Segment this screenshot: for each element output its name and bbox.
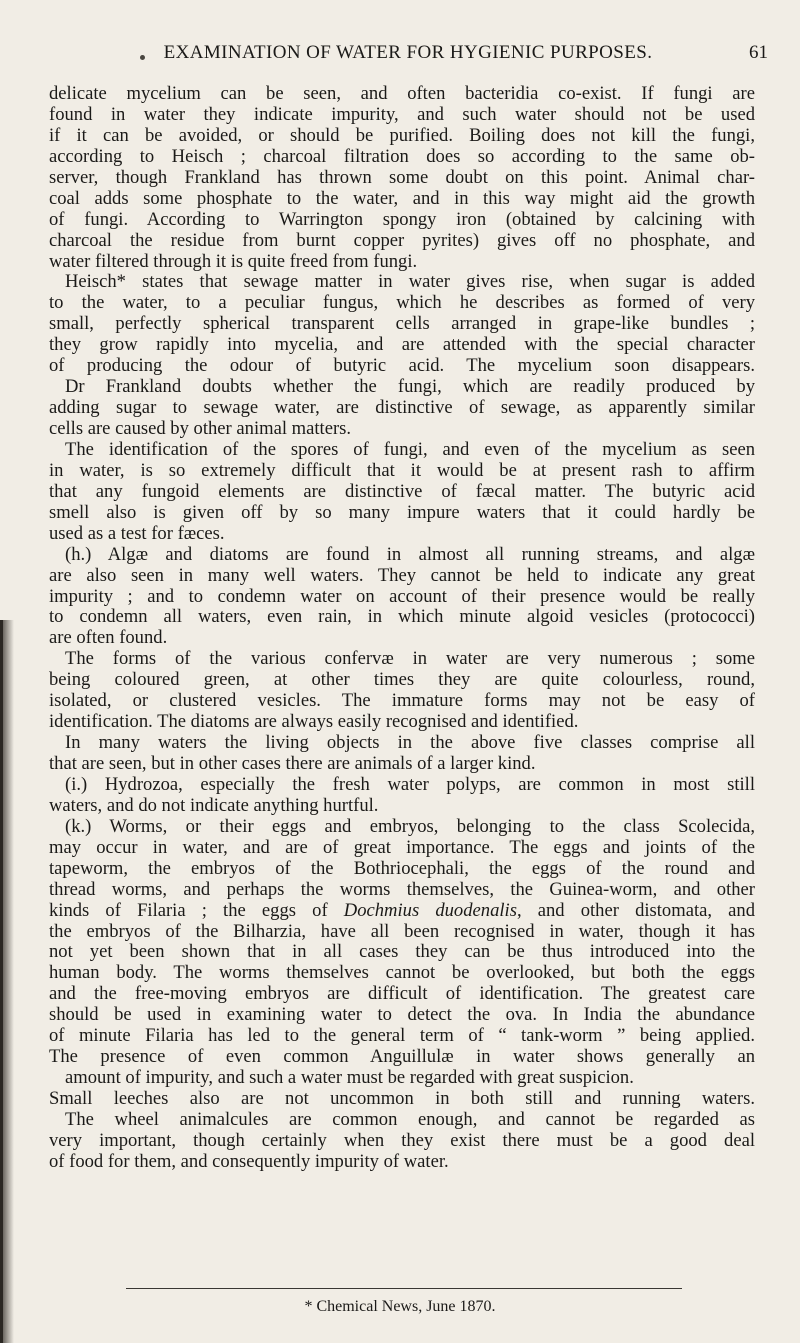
- text-line: are often found.: [49, 627, 168, 649]
- text-line: Small leeches also are not uncommon in both still and running waters.: [49, 1088, 755, 1109]
- binding-edge: [0, 620, 3, 1343]
- footnote-rule: [126, 1288, 682, 1289]
- text-line: In many waters the living objects in the above five classes comprise all: [65, 732, 755, 754]
- text-line: very important, though certainly when they exist there must be a good deal: [49, 1129, 755, 1151]
- text-line: smell also is given off by so many impure waters that it could hardly be: [49, 501, 755, 523]
- text-line: (k.) Worms, or their eggs and embryos, belonging to the class Scolecida,: [65, 815, 755, 837]
- text-line: and the free-moving embryos are difficult of identification. The greatest care: [49, 983, 755, 1005]
- text-line: tapeworm, the embryos of the Bothriocephali, the eggs of the round and: [49, 857, 755, 879]
- text-line: water filtered through it is quite freed from fungi.: [49, 250, 418, 272]
- text-line: (h.) Algæ and diatoms are found in almost all running streams, and algæ: [65, 543, 755, 565]
- page-number: 61: [749, 42, 768, 63]
- text-line: cells are caused by other animal matters.: [49, 418, 352, 439]
- text-line: The identification of the spores of fungi, and even of the mycelium as seen: [65, 438, 755, 460]
- text-line: small, perfectly spherical transparent cells arranged in grape-like bundles ;: [49, 313, 755, 335]
- text-line: of food for them, and consequently impurity of water.: [49, 1150, 449, 1172]
- text-line: identification. The diatoms are always easily recognised and identified.: [49, 711, 579, 733]
- text-line: kinds of Filaria ; the eggs of Dochmius duodenalis, and other distomata, and: [49, 899, 756, 921]
- text-line: used as a test for fæces.: [49, 522, 225, 544]
- text-line: thread worms, and perhaps the worms themselves, the Guinea-worm, and other: [49, 878, 755, 900]
- text-line: should be used in examining water to detect the ova. In India the abundance: [49, 1004, 755, 1026]
- text-line: if it can be avoided, or should be purified. Boiling does not kill the fungi,: [49, 124, 755, 146]
- text-line: The wheel animalcules are common enough, and cannot be regarded as: [65, 1108, 755, 1130]
- text-line: according to Heisch ; charcoal filtration does so according to the same ob-: [49, 145, 755, 167]
- footnote: * Chemical News, June 1870.: [304, 1298, 496, 1315]
- text-line: amount of impurity, and such a water must be regarded with great suspicion.: [65, 1067, 634, 1089]
- text-line: in water, is so extremely difficult that it would be at present rash to affirm: [49, 459, 755, 481]
- text-line: coal adds some phosphate to the water, and in this way might aid the growth: [49, 187, 755, 209]
- text-line: charcoal the residue from burnt copper pyrites) gives off no phosphate, and: [49, 229, 755, 251]
- text-line: waters, and do not indicate anything hurtful.: [49, 794, 379, 816]
- text-line: of minute Filaria has led to the general term of “ tank-worm ” being applied.: [49, 1025, 755, 1047]
- text-line: not yet been shown that in all cases they can be thus introduced into the: [49, 941, 755, 963]
- text-line: isolated, or clustered vesicles. The immature forms may not be easy of: [49, 690, 755, 712]
- body-text: [49, 84, 755, 1173]
- text-line: to condemn all waters, even rain, in which minute algoid vesicles (protococci): [49, 606, 755, 628]
- text-line: The forms of the various confervæ in water are very numerous ; some: [65, 648, 755, 670]
- text-line: impurity ; and to condemn water on account of their presence would be really: [49, 585, 755, 607]
- species-name: Dochmius duodenalis: [343, 899, 517, 921]
- text-line: Dr Frankland doubts whether the fungi, which are readily produced by: [65, 376, 755, 398]
- text-line: being coloured green, at other times they are quite colourless, round,: [49, 669, 755, 691]
- text-line: The presence of even common Anguillulæ in water shows generally an: [49, 1046, 755, 1068]
- text-line: of producing the odour of butyric acid. The mycelium soon disappears.: [49, 355, 755, 377]
- running-header: [48, 42, 768, 66]
- text-line: found in water they indicate impurity, and such water should not be used: [49, 103, 755, 125]
- text-line: to the water, to a peculiar fungus, which he describes as formed of very: [49, 292, 755, 314]
- text-line: delicate mycelium can be seen, and often bacteridia co-exist. If fungi are: [49, 83, 755, 104]
- text-line: that are seen, but in other cases there are animals of a larger kind.: [49, 753, 536, 774]
- text-line: are also seen in many well waters. They cannot be held to indicate any great: [49, 564, 755, 586]
- text-line: of fungi. According to Warrington spongy iron (obtained by calcining with: [49, 208, 755, 230]
- text-line: that any fungoid elements are distinctive of fæcal matter. The butyric acid: [49, 480, 755, 502]
- text-line: Heisch* states that sewage matter in water gives rise, when sugar is added: [65, 271, 755, 293]
- text-line: (i.) Hydrozoa, especially the fresh water polyps, are common in most still: [65, 773, 755, 795]
- text-line: may occur in water, and are of great importance. The eggs and joints of the: [49, 836, 755, 858]
- text-line: they grow rapidly into mycelia, and are attended with the special character: [49, 334, 755, 356]
- text-line: the embryos of the Bilharzia, have all been recognised in water, though it has: [49, 920, 755, 942]
- text-line: human body. The worms themselves cannot be overlooked, but both the eggs: [49, 962, 755, 984]
- text-line: server, though Frankland has thrown some doubt on this point. Animal char-: [49, 166, 755, 188]
- running-title: EXAMINATION OF WATER FOR HYGIENIC PURPOSES.: [163, 42, 653, 63]
- text-line: adding sugar to sewage water, are distinctive of sewage, as apparently similar: [49, 397, 755, 419]
